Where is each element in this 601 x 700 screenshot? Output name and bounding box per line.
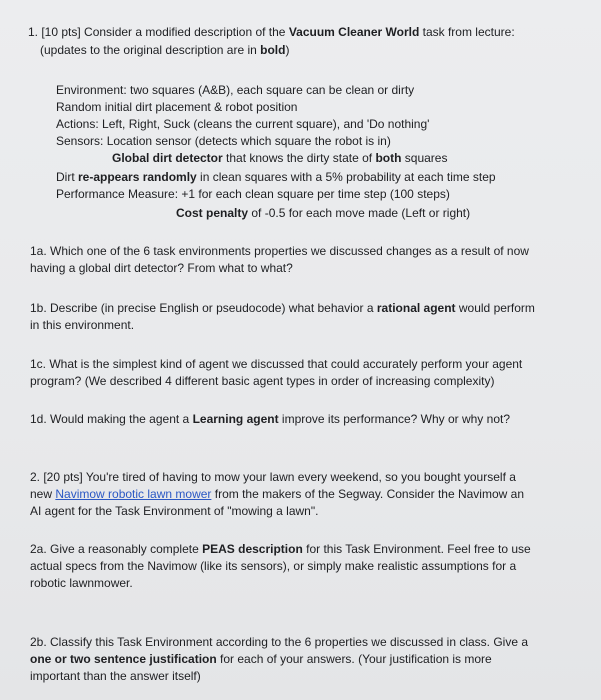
q1b-line2: in this environment. (30, 318, 135, 332)
cost-line: Cost penalty of -0.5 for each move made (Left or right) (176, 206, 471, 220)
q1d-line: 1d. Would making the agent a Learning agent improve its performance? Why or why not? (30, 412, 510, 426)
q1-heading-note: (updates to the original description are in bold) (40, 43, 290, 57)
q2b-line3: important than the answer itself) (30, 669, 201, 683)
dirt-line: Dirt re-appears randomly in clean squares with a 5% probability at each time step (56, 170, 496, 184)
env-line: Actions: Left, Right, Suck (cleans the current square), and 'Do nothing' (56, 117, 430, 131)
q2-line1: 2. [20 pts] You're tired of having to mow your lawn every weekend, so you bought yourself a (30, 470, 516, 484)
q2a-line1: 2a. Give a reasonably complete PEAS description for this Task Environment. Feel free to use (30, 542, 531, 556)
q1a-line1: 1a. Which one of the 6 task environments properties we discussed changes as a result of now (30, 244, 529, 258)
navimow-link[interactable]: Navimow robotic lawn mower (55, 487, 212, 501)
q2-line3: AI agent for the Task Environment of "mowing a lawn". (30, 504, 319, 518)
q2-line2: new Navimow robotic lawn mower from the makers of the Segway. Consider the Navimow an (30, 487, 524, 501)
q1-heading: 1. [10 pts] Consider a modified description of the Vacuum Cleaner World task from lecture: (28, 25, 515, 39)
global-detector-line: Global dirt detector that knows the dirty state of both squares (112, 151, 448, 165)
q1a-line2: having a global dirt detector? From what to what? (30, 261, 293, 275)
q2b-line2: one or two sentence justification for each of your answers. (Your justification is more (30, 652, 492, 666)
env-line: Environment: two squares (A&B), each square can be clean or dirty (56, 83, 415, 97)
q1c-line2: program? (We described 4 different basic agent types in order of increasing complexity) (30, 374, 495, 388)
q1c-line1: 1c. What is the simplest kind of agent we discussed that could accurately perform your agent (30, 357, 523, 371)
env-line: Random initial dirt placement & robot position (56, 100, 298, 114)
env-line: Sensors: Location sensor (detects which square the robot is in) (56, 134, 391, 148)
q2b-line1: 2b. Classify this Task Environment according to the 6 properties we discussed in class. Give a (30, 635, 529, 649)
performance-line: Performance Measure: +1 for each clean square per time step (100 steps) (56, 187, 450, 201)
q1b-line1: 1b. Describe (in precise English or pseudocode) what behavior a rational agent would perform (30, 301, 535, 315)
q2a-line3: robotic lawnmower. (30, 576, 133, 590)
q2a-line2: actual specs from the Navimow (like its sensors), or simply make realistic assumptions for a (30, 559, 517, 573)
